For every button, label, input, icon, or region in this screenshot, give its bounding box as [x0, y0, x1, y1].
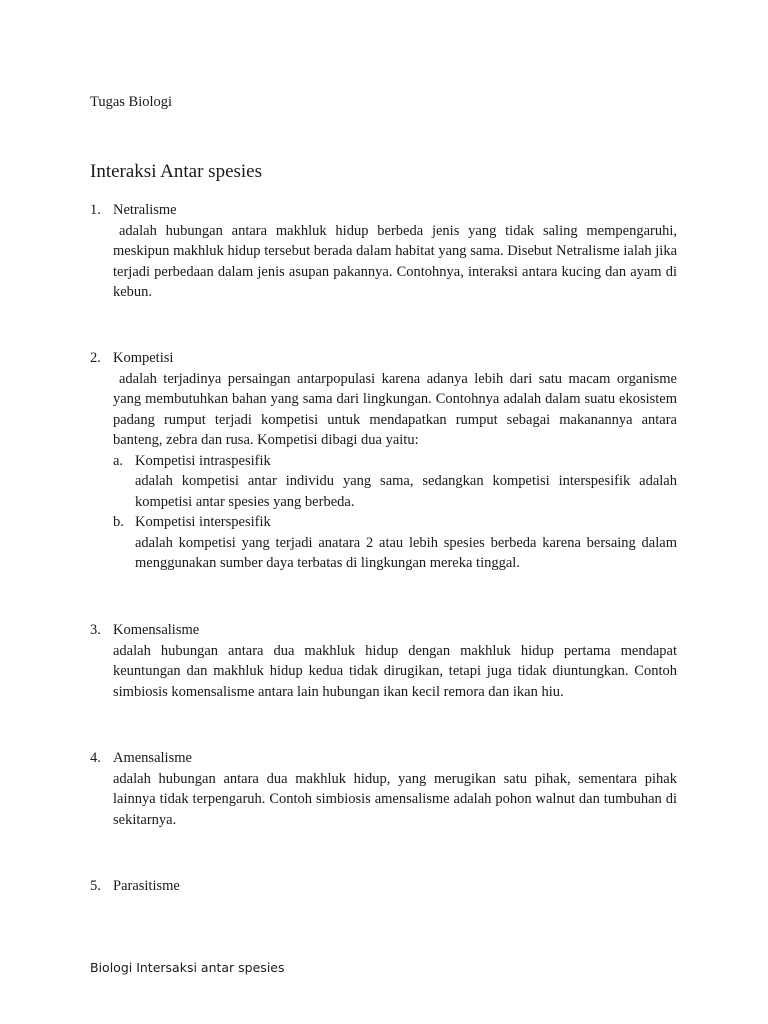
section-number: 1.: [90, 202, 101, 218]
section-heading: Netralisme: [113, 202, 177, 218]
subsection-body: adalah kompetisi antar individu yang sama, sedangkan kompetisi interspesifik adalah kompetisi antar spesies yang berbeda.: [135, 473, 677, 510]
section-number: 4.: [90, 750, 101, 766]
section-body: adalah hubungan antara dua makhluk hidup, yang merugikan satu pihak, sementara pihak lainnya tidak terpengaruh. Contoh simbiosis amensalisme adalah pohon walnut dan tumbuhan di sekitarnya.: [113, 770, 677, 828]
section-heading: Amensalisme: [113, 750, 192, 766]
subsection-letter: b.: [113, 514, 124, 530]
subsection-heading: Kompetisi intraspesifik: [135, 452, 271, 469]
section-parasitisme: [90, 876, 677, 897]
section-heading-row: [90, 748, 677, 769]
section-amensalisme: [90, 748, 677, 830]
page-title: Interaksi Antar spesies: [90, 161, 263, 182]
section-heading-row: [90, 620, 677, 641]
section-number: 5.: [90, 878, 101, 894]
subsection-letter: a.: [113, 452, 124, 469]
section-komensalisme: [90, 620, 677, 702]
section-heading: Komensalisme: [113, 622, 200, 638]
section-body: adalah hubungan antara dua makhluk hidup dengan makhluk hidup pertama mendapat keuntungan dan makhluk hidup kedua tidak dirugikan, tetapi juga tidak diuntungkan. Contoh simbiosis komensalisme antara lain hubungan ikan kecil remora dan ikan hiu.: [113, 642, 677, 700]
section-netralisme: [90, 200, 677, 303]
subsection-heading: Kompetisi interspesifik: [135, 514, 271, 530]
document-header: Tugas Biologi: [90, 94, 173, 110]
subsection-intraspesifik: [113, 451, 677, 513]
section-number: 2.: [90, 350, 101, 366]
subsection-heading-row: [113, 512, 677, 533]
subsection-heading-row: [113, 451, 677, 472]
section-heading-row: [90, 876, 677, 897]
section-heading: Parasitisme: [113, 878, 180, 894]
subsection-interspesifik: [113, 512, 677, 574]
section-heading-row: [90, 348, 677, 369]
subsection-body: adalah kompetisi yang terjadi anatara 2 atau lebih spesies berbeda karena bersaing dalam menggunakan sumber daya terbatas di lingkungan mereka tinggal.: [135, 534, 677, 571]
section-number: 3.: [90, 622, 101, 638]
section-heading-row: [90, 200, 677, 221]
section-body: adalah terjadinya persaingan antarpopulasi karena adanya lebih dari satu macam organisme yang membutuhkan bahan yang sama dari lingkungan. Contohnya adalah dalam suatu ekosistem padang rumput terjadi kompetisi untuk mendapatkan rumput sebagai makanannya antara banteng, zebra dan rusa. Kompetisi dibagi dua yaitu:: [113, 370, 677, 448]
section-kompetisi: [90, 348, 677, 574]
section-body: adalah hubungan antara makhluk hidup berbeda jenis yang tidak saling mempengaruhi, meskipun makhluk hidup tersebut berada dalam habitat yang sama. Disebut Netralisme ialah jika terjadi perbedaan dalam jenis asupan pakannya. Contohnya, interaksi antara kucing dan ayam di kebun.: [113, 222, 677, 300]
section-heading: Kompetisi: [113, 350, 174, 366]
document-footer: Biologi Intersaksi antar spesies: [90, 960, 285, 975]
